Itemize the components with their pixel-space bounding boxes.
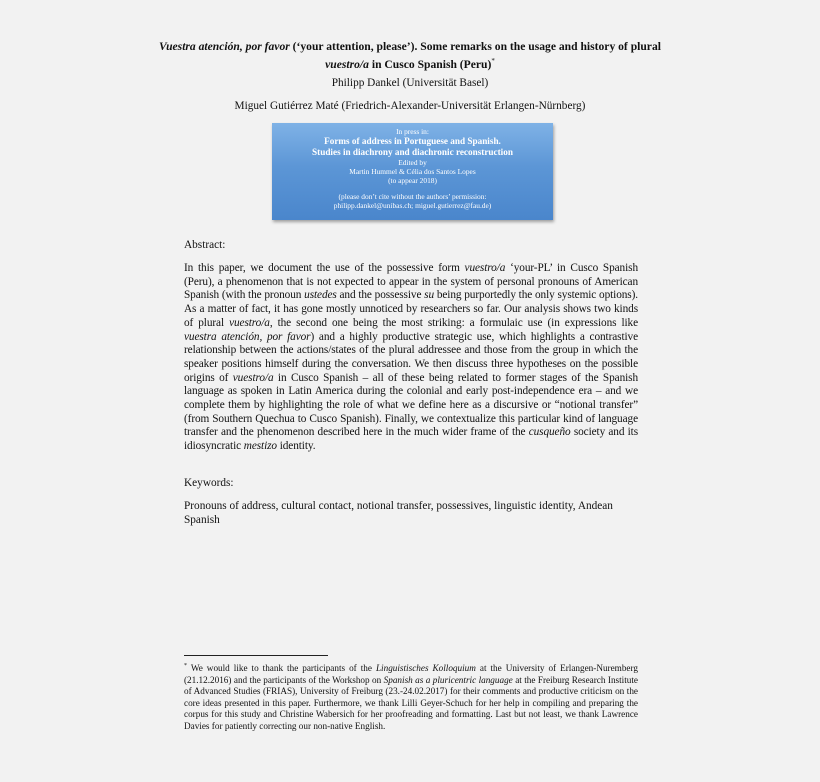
footnote-text: * We would like to thank the participants of the Linguistisches Kolloquium at the University of Erlangen-Nuremberg (21.12.2016) and the participants of the Workshop on Spanish as a pluricentric language at the Freiburg Research Institute of Advanced Studies (FRIAS), University of Freiburg (23.-24.02.2017) for their comments and productive criticism on the core ideas presented in this paper. Furthermore, we thank Lilli Geyer-Schuch for her help in compiling and preparing the corpus for this study and Christine Wabersich for her proofreading and formatting. Last but not least, we thank Lawrence Davies for patiently correcting our non-native English.	[184, 663, 638, 732]
in-press-banner	[272, 123, 553, 220]
keywords-label: Keywords:	[184, 477, 234, 489]
title-text-2: (‘your attention, please’). Some remarks on the usage and history of plural	[289, 40, 661, 53]
banner-edited-by: Edited by	[398, 158, 427, 167]
abstract-label: Abstract:	[184, 239, 226, 251]
paper-title	[150, 39, 670, 72]
title-text-4: in Cusco Spanish (Peru)	[368, 57, 492, 71]
banner-emails: philipp.dankel@unibas.ch; miguel.gutierrez@fau.de)	[333, 201, 492, 210]
banner-gap	[272, 185, 553, 192]
abstract-text: In this paper, we document the use of the possessive form vuestro/a ‘your-PL’ in Cusco Spanish (Peru), a phenomenon that is not expected to appear in the system of personal pronouns of American Spanish (with the pronoun ustedes and the possessive su being purportedly the only systemic options). As a matter of fact, it has gone mostly unnoticed by researchers so far. Our analysis shows two kinds of plural vuestro/a, the second one being the most striking: a formulaic use (in expressions like vuestra atención, por favor) and a highly productive strategic use, which highlights a contrastive relationship between the actions/states of the plural addressee and those from the group in which the speaker positions himself during the conversation. We then discuss three hypotheses on the possible origins of vuestro/a in Cusco Spanish – all of these being related to former stages of the Spanish language as spoken in Latin America during the colonial and early post-independence era – and we complete them by highlighting the role of what we define here as a discursive or “notional transfer” (from Southern Quechua to Cusco Spanish). Finally, we contextualize this particular kind of language transfer and the phenomenon described here in the much wider frame of the cusqueño society and its idiosyncratic mestizo identity.	[184, 262, 639, 453]
banner-book-title-2: Studies in diachrony and diachronic reconstruction	[312, 147, 513, 157]
title-italic-1: Vuestra atención, por favor	[159, 40, 290, 53]
author-2: Miguel Gutiérrez Maté (Friedrich-Alexander-Universität Erlangen-Nürnberg)	[234, 100, 586, 112]
keywords-text: Pronouns of address, cultural contact, notional transfer, possessives, linguistic identity, Andean Spanish	[184, 500, 613, 526]
author-1: Philipp Dankel (Universität Basel)	[331, 77, 489, 89]
banner-appear: (to appear 2018)	[388, 176, 437, 185]
footnote-divider	[184, 655, 328, 656]
banner-in-press: In press in:	[396, 127, 429, 136]
banner-editors: Martin Hummel & Célia dos Santos Lopes	[349, 167, 476, 176]
title-italic-3: vuestro/a	[325, 57, 369, 71]
title-footnote-mark: *	[491, 57, 495, 65]
banner-note: (please don’t cite without the authors’ permission:	[338, 192, 487, 201]
banner-book-title-1: Forms of address in Portuguese and Spanish.	[324, 136, 501, 146]
